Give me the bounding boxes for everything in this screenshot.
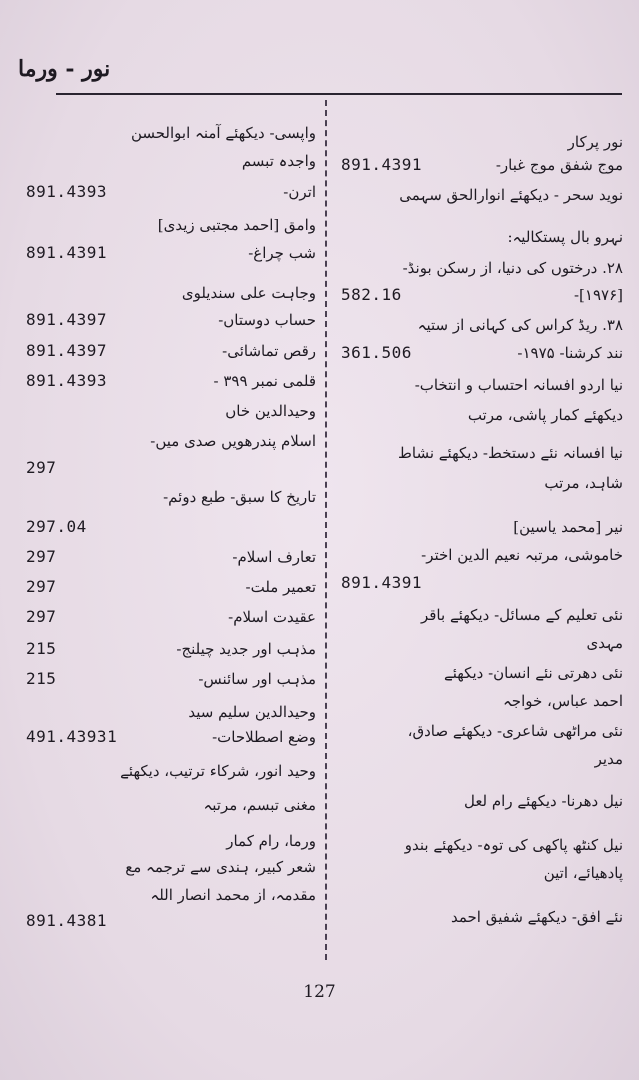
entry-text: مہدی: [586, 634, 623, 652]
entry-text: نیل دھرنا- دیکھئے رام لعل: [463, 792, 623, 810]
entry-text: نئی مراٹھی شاعری- دیکھئے صادق،: [407, 722, 623, 740]
left-column-entry: [18, 542, 316, 572]
right-column-entry: [333, 628, 623, 658]
left-column-entry: [18, 906, 316, 936]
call-number: 297: [26, 458, 57, 477]
entry-text: نئی تعلیم کے مسائل- دیکھئے باقر: [420, 606, 623, 624]
entry-text: شعر کبیر، ہندی سے ترجمہ مع: [125, 858, 316, 876]
left-column-entry: [18, 852, 316, 882]
right-column-entry: [333, 902, 623, 932]
entry-text: نئی دھرتی نئے انسان- دیکھئے: [443, 664, 623, 682]
entry-text: شاہد، مرتب: [544, 474, 623, 492]
entry-text: مغنی تبسم، مرتبہ: [203, 796, 316, 814]
entry-text: حساب دوستاں-: [218, 311, 316, 329]
entry-text: تعمیر ملت-: [245, 578, 316, 596]
left-column-entry: [18, 512, 316, 542]
running-head: نور - ورما: [18, 56, 111, 82]
right-column-entry: [333, 253, 623, 283]
left-column-entry: [18, 238, 316, 268]
entry-text: وضع اصطلاحات-: [212, 728, 316, 746]
left-column-entry: [18, 634, 316, 664]
entry-text: عقیدت اسلام-: [228, 608, 316, 626]
left-column-entry: [18, 426, 316, 456]
right-column-entry: [333, 512, 623, 542]
right-column-entry: [333, 222, 623, 252]
entry-text: ۲۸. درختوں کی دنیا، از رسکن بونڈ-: [402, 259, 623, 277]
left-column-entry: [18, 366, 316, 396]
call-number: 891.4391: [341, 155, 423, 174]
page-number: 127: [303, 982, 336, 1002]
call-number: 215: [26, 669, 57, 688]
entry-text: خاموشی، مرتبہ نعیم الدین اختر-: [421, 546, 623, 564]
call-number: 297: [26, 607, 57, 626]
right-column-entry: [333, 744, 623, 774]
call-number: 361.506: [341, 343, 412, 362]
left-column-entry: [18, 146, 316, 176]
entry-text: واجدہ تبسم: [241, 152, 316, 170]
call-number: 491.43931: [26, 727, 118, 746]
entry-text: وامق [احمد مجتبی زیدی]: [157, 216, 316, 234]
header-rule: [56, 93, 622, 95]
right-column-entry: [333, 540, 623, 570]
entry-text: نیل کنٹھ پاکھی کی توہ- دیکھئے بندو: [404, 836, 623, 854]
right-column-entry: [333, 686, 623, 716]
entry-text: وحیدالدین سلیم سید: [188, 703, 316, 721]
right-column-entry: [333, 568, 623, 598]
left-column-entry: [18, 305, 316, 335]
call-number: 297: [26, 547, 57, 566]
entry-text: نیا اردو افسانہ احتساب و انتخاب-: [414, 376, 623, 394]
entry-text: نور پرکار: [567, 133, 623, 151]
entry-text: مذہب اور سائنس-: [198, 670, 316, 688]
call-number: 891.4381: [26, 911, 108, 930]
right-column-entry: [333, 280, 623, 310]
right-column-entry: [333, 468, 623, 498]
left-column-entry: [18, 756, 316, 786]
right-column-entry: [333, 786, 623, 816]
left-column-entry: [18, 664, 316, 694]
left-column-entry: [18, 482, 316, 512]
call-number: 297.04: [26, 517, 87, 536]
entry-text: ۳۸. ریڈ کراس کی کہانی از ستیہ: [417, 316, 623, 334]
left-column-entry: [18, 572, 316, 602]
call-number: 891.4393: [26, 371, 108, 390]
entry-text: مدیر: [594, 750, 623, 768]
right-column-entry: [333, 400, 623, 430]
right-column-entry: [333, 370, 623, 400]
entry-text: احمد عباس، خواجہ: [503, 692, 623, 710]
call-number: 891.4397: [26, 341, 108, 360]
left-column-entry: [18, 210, 316, 240]
call-number: 891.4391: [341, 573, 423, 592]
entry-text: مقدمہ، از محمد انصار اللہ: [150, 886, 316, 904]
left-column-entry: [18, 602, 316, 632]
right-column-entry: [333, 716, 623, 746]
entry-text: پادھیائے، اتین: [543, 864, 623, 882]
entry-text: وحید انور، شرکاء ترتیب، دیکھئے: [120, 762, 316, 780]
entry-text: اترن-: [283, 183, 316, 201]
entry-text: نیر [محمد یاسین]: [513, 518, 623, 536]
right-column-entry: [333, 658, 623, 688]
entry-text: وجاہت علی سندیلوی: [181, 284, 316, 302]
left-column-entry: [18, 336, 316, 366]
call-number: 582.16: [341, 285, 402, 304]
left-column-entry: [18, 278, 316, 308]
entry-text: رقص تماشائی-: [222, 342, 316, 360]
entry-text: وحیدالدین خاں: [225, 402, 316, 420]
right-column-entry: [333, 858, 623, 888]
right-column-entry: [333, 180, 623, 210]
entry-text: قلمی نمبر ۳۹۹ -: [213, 372, 316, 390]
entry-text: موج شفق موج غبار-: [495, 156, 623, 174]
right-column-entry: [333, 150, 623, 180]
right-column-entry: [333, 600, 623, 630]
left-column-entry: [18, 453, 316, 483]
entry-text: دیکھئے کمار پاشی، مرتب: [467, 406, 623, 424]
entry-text: نند کرشنا- ۱۹۷۵-: [517, 344, 623, 362]
left-column-entry: [18, 396, 316, 426]
left-column-entry: [18, 790, 316, 820]
entry-text: مذہب اور جدید چیلنج-: [176, 640, 316, 658]
entry-text: تاریخ کا سبق- طبع دوئم-: [163, 488, 316, 506]
entry-text: نیا افسانہ نئے دستخط- دیکھئے نشاط: [398, 444, 623, 462]
left-column-entry: [18, 118, 316, 148]
left-column-entry: [18, 722, 316, 752]
right-column-entry: [333, 338, 623, 368]
right-column-entry: [333, 830, 623, 860]
entry-text: تعارف اسلام-: [232, 548, 316, 566]
entry-text: اسلام پندرھویں صدی میں-: [150, 432, 316, 450]
right-column-entry: [333, 438, 623, 468]
entry-text: نوید سحر - دیکھئے انوارالحق سہمی: [399, 186, 623, 204]
entry-text: ورما، رام کمار: [226, 832, 316, 850]
entry-text: نہرو بال پستکالیہ:: [507, 228, 623, 246]
call-number: 891.4397: [26, 310, 108, 329]
call-number: 891.4391: [26, 243, 108, 262]
column-divider: [325, 100, 328, 960]
entry-text: شب چراغ-: [248, 244, 316, 262]
entry-text: [۱۹۷۶]-: [573, 286, 623, 304]
call-number: 891.4393: [26, 182, 108, 201]
entry-text: نئے افق- دیکھئے شفیق احمد: [450, 908, 623, 926]
entry-text: واپسی- دیکھئے آمنہ ابوالحسن: [130, 124, 316, 142]
call-number: 215: [26, 639, 57, 658]
left-column-entry: [18, 177, 316, 207]
right-column-entry: [333, 310, 623, 340]
call-number: 297: [26, 577, 57, 596]
